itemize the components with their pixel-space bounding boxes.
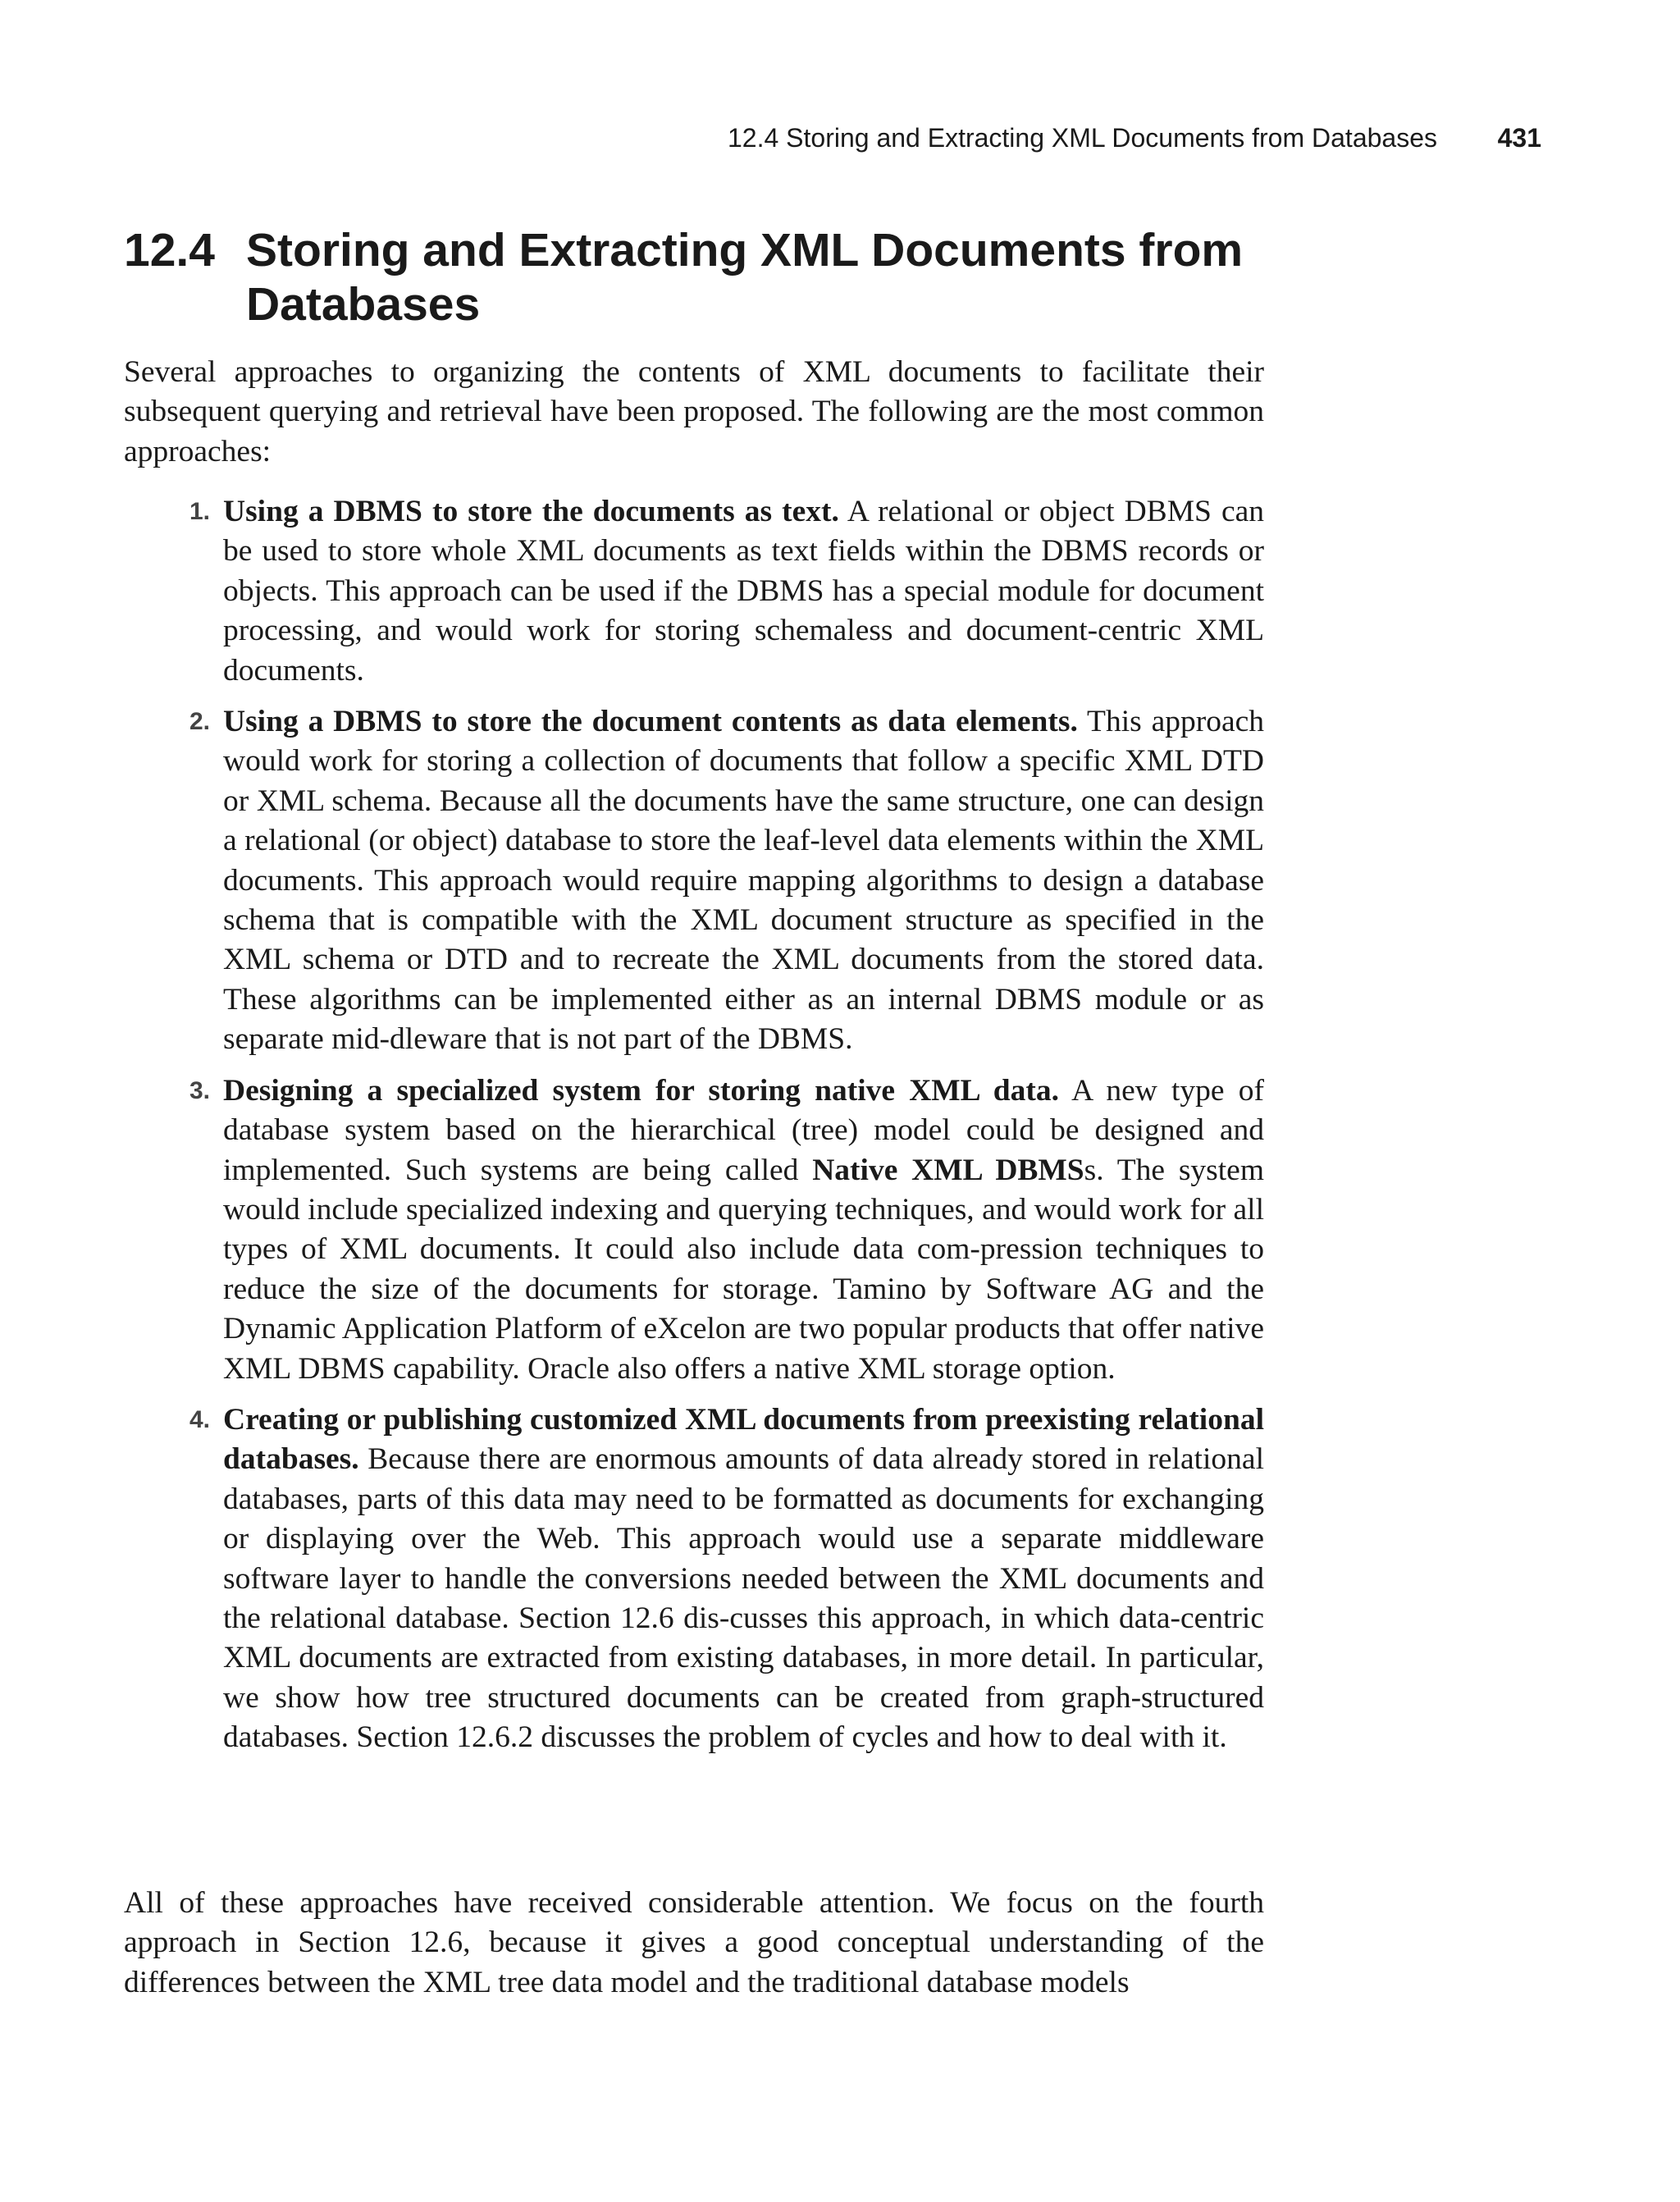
running-head xyxy=(0,120,1680,156)
running-head-title: 12.4 Storing and Extracting XML Documents from Databases xyxy=(727,123,1437,153)
section-heading xyxy=(124,223,1312,331)
item-text: This approach would work for storing a collection of documents that follow a specific XML DTD or XML schema. Because all the documents have the same structure, one can design a relational (or object) database to store the leaf-level data elements within the XML documents. This approach would require mapping algorithms to design a database schema that is compatible with the XML document structure as specified in the XML schema or DTD and to recreate the XML documents from the stored data. These algorithms can be implemented either as an internal DBMS module or as separate mid-dleware that is not part of the DBMS. xyxy=(223,705,1265,1057)
item-text: A relational or object DBMS can be used to store whole XML documents as text fields within the DBMS records or objects. This approach can be used if the DBMS has a special module for document processing, and would work for storing schemaless and document-centric XML documents. xyxy=(223,495,1264,688)
list-item xyxy=(124,1400,1264,1758)
item-number: 2. xyxy=(189,708,211,736)
item-number: 4. xyxy=(189,1405,211,1433)
item-text: Because there are enormous amounts of data already stored in relational databases, parts of this data may need to be formatted as documents for exchanging or displaying over the Web. This approach would use a separate middleware software layer to handle the conversions needed between the XML documents and the relational database. Section 12.6 dis-cusses this approach, in which data-centric XML documents are extracted from existing databases, in more detail. In particular, we show how tree structured documents can be created from graph-structured databases. Section 12.6.2 discusses the problem of cycles and how to deal with it. xyxy=(223,1442,1264,1755)
list-item xyxy=(124,702,1264,1060)
list-item xyxy=(124,1071,1264,1389)
item-text: s. The system would include specialized indexing and querying techniques, and would work for all types of XML documents. It could also include data com-pression techniques to reduce the size of the documents for storage. Tamino by Software AG and the Dynamic Application Platform of eXcelon are two popular products that offer native XML DBMS capability. Oracle also offers a native XML storage option. xyxy=(223,1153,1264,1386)
section-number: 12.4 xyxy=(124,224,215,276)
item-text: A new type of database system based on the hierarchical (tree) model could be designed and implemented. Such systems are being called xyxy=(223,1073,1264,1187)
intro-paragraph: Several approaches to organizing the contents of XML documents to facilitate their subsequent querying and retrieval have been proposed. The following are the most common approaches: xyxy=(124,355,1264,468)
section-title: Storing and Extracting XML Documents from Databases xyxy=(246,224,1244,331)
item-number: 3. xyxy=(189,1076,211,1104)
item-term: Native XML DBMS xyxy=(812,1153,1084,1187)
item-number: 1. xyxy=(189,498,211,525)
page-number: 431 xyxy=(1497,123,1541,153)
approach-list xyxy=(124,492,1264,1770)
closing-paragraph: All of these approaches have received considerable attention. We focus on the fourth approach in Section 12.6, because it gives a good conceptual understanding of the differences between the XML tree data model and the traditional database models xyxy=(124,1886,1264,1999)
item-lead: Using a DBMS to store the documents as text. xyxy=(223,495,839,528)
item-lead: Designing a specialized system for storing native XML data. xyxy=(223,1073,1060,1108)
item-lead: Creating or publishing customized XML documents from preexisting relational databases. xyxy=(223,1402,1264,1477)
list-item xyxy=(124,492,1264,691)
item-lead: Using a DBMS to store the document contents as data elements. xyxy=(223,705,1078,739)
